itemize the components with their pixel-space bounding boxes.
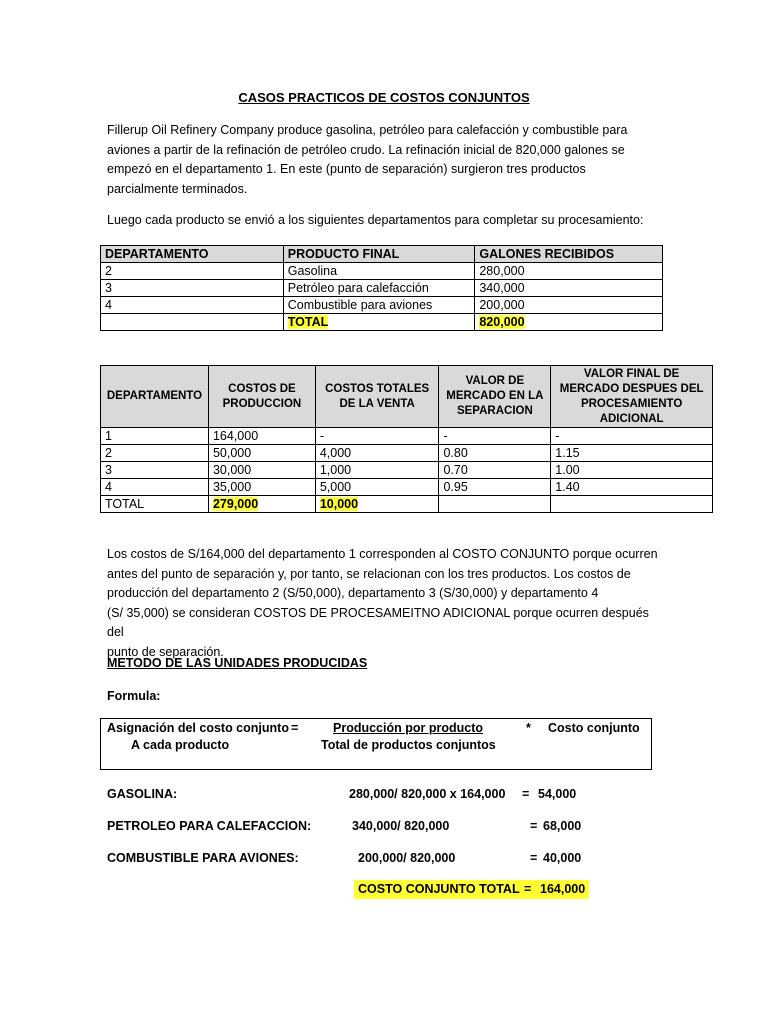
header-cell: PRODUCTO FINAL [283,246,475,263]
table-row [101,462,713,479]
header-cell: DEPARTAMENTO [101,246,284,263]
explanation-line: antes del punto de separación y, por tanto, se relacionan con los tres productos. Los costos de [107,566,631,581]
formula-denominator: Total de productos conjuntos [321,738,496,752]
formula-box [100,718,652,770]
explanation-line: producción del departamento 2 (S/50,000), departamento 3 (S/30,000) y departamento 4 [107,586,599,600]
page-title: CASOS PRACTICOS DE COSTOS CONJUNTOS [238,90,530,105]
table-row [101,479,713,496]
table-cell: 4,000 [315,445,439,462]
calc-row-eq: = [530,851,538,865]
explanation-line: punto de separación. [107,644,224,659]
table-cell: 3 [101,280,284,297]
table-cell [439,496,551,513]
table-cell: 280,000 [475,263,663,280]
table-cell: 164,000 [208,428,315,445]
explanation-line: Los costos de S/164,000 del departamento 1 corresponden al COSTO CONJUNTO porque ocurren [107,547,658,561]
calc-row-eq: = [530,819,538,833]
calc-row-label: GASOLINA: [107,787,178,801]
intro-line: Fillerup Oil Refinery Company produce gasolina, petróleo para calefacción y combustible para [107,123,628,137]
table-total-row [101,496,713,513]
table-row [101,280,663,297]
calc-row-label: COMBUSTIBLE PARA AVIONES: [107,851,299,865]
intro-paragraph-2: Luego cada producto se envió a los siguientes departamentos para completar su procesamiento: [107,213,644,227]
header-cell: COSTOS TOTALES DE LA VENTA [315,366,439,428]
table-cell: 30,000 [208,462,315,479]
total-value: 820,000 [479,315,525,329]
total-label: TOTAL [287,315,329,329]
costs-table [100,365,713,513]
table-header-row [101,366,713,428]
table-row [101,263,663,280]
table-cell: 50,000 [208,445,315,462]
departments-products-table [100,245,663,331]
table-cell [101,314,284,331]
table-cell: 3 [101,462,209,479]
explanation-paragraph [107,545,667,662]
table-total-row [101,314,663,331]
calc-row-result: 40,000 [543,851,582,865]
table-cell: - [439,428,551,445]
table-cell: Gasolina [283,263,475,280]
calc-row-eq: = [522,787,530,801]
table-cell: 4 [101,479,209,496]
table-cell: 1.40 [551,479,713,496]
total-label-cell: TOTAL [101,496,209,513]
total-joint-value: 164,000 [540,882,586,896]
table-cell: - [315,428,439,445]
table-cell: 0.70 [439,462,551,479]
total-joint-label: COSTO CONJUNTO TOTAL [358,882,520,896]
formula-times: * [526,721,531,735]
table-cell: Petróleo para calefacción [283,280,475,297]
formula-numerator: Producción por producto [333,721,483,735]
explanation-line: (S/ 35,000) se consideran COSTOS DE PROCESAMEITNO ADICIONAL porque ocurren después del [107,605,649,639]
total-cost-cell [208,496,315,513]
table-cell [551,496,713,513]
calc-row-result: 54,000 [538,787,577,801]
total-cost: 279,000 [212,497,259,511]
total-label-cell [283,314,475,331]
header-cell: VALOR DE MERCADO EN LA SEPARACION [439,366,551,428]
intro-line: parcialmente terminados. [107,181,248,196]
total-value-cell [475,314,663,331]
calc-row-expr: 280,000/ 820,000 x 164,000 [349,787,506,801]
total-joint-cost [354,880,589,899]
table-cell: - [551,428,713,445]
formula-equals: = [291,721,299,735]
table-cell: 0.95 [439,479,551,496]
calc-row-expr: 200,000/ 820,000 [358,851,456,865]
header-cell: DEPARTAMENTO [101,366,209,428]
table-cell: 0.80 [439,445,551,462]
table-cell: 1.00 [551,462,713,479]
table-cell: 4 [101,297,284,314]
table-header-row [101,246,663,263]
intro-line: aviones a partir de la refinación de petróleo crudo. La refinación inicial de 820,000 galones se [107,142,625,157]
table-cell: Combustible para aviones [283,297,475,314]
table-cell: 2 [101,263,284,280]
table-cell: 1,000 [315,462,439,479]
calc-row-label: PETROLEO PARA CALEFACCION: [107,819,312,833]
intro-line: empezó en el departamento 1. En este (punto de separación) surgieron tres productos [107,162,586,176]
total-sales-cell [315,496,439,513]
table-cell: 35,000 [208,479,315,496]
header-cell: GALONES RECIBIDOS [475,246,663,263]
formula-right: Costo conjunto [548,721,640,735]
table-cell: 340,000 [475,280,663,297]
total-joint-eq: = [524,882,532,896]
method-title: METODO DE LAS UNIDADES PRODUCIDAS [107,656,368,670]
calc-row-expr: 340,000/ 820,000 [352,819,450,833]
table-cell: 1 [101,428,209,445]
formula-label: Formula: [107,689,161,703]
table-row [101,445,713,462]
formula-left-line1: Asignación del costo conjunto [107,721,289,735]
table-row [101,428,713,445]
intro-paragraph [107,121,647,199]
table-cell: 200,000 [475,297,663,314]
header-cell: VALOR FINAL DE MERCADO DESPUES DEL PROCESAMIENTO ADICIONAL [551,366,713,428]
header-cell: COSTOS DE PRODUCCION [208,366,315,428]
table-row [101,297,663,314]
calc-row-result: 68,000 [543,819,582,833]
total-sales: 10,000 [319,497,359,511]
table-cell: 5,000 [315,479,439,496]
table-cell: 1.15 [551,445,713,462]
table-cell: 2 [101,445,209,462]
formula-left-line2: A cada producto [131,738,230,752]
